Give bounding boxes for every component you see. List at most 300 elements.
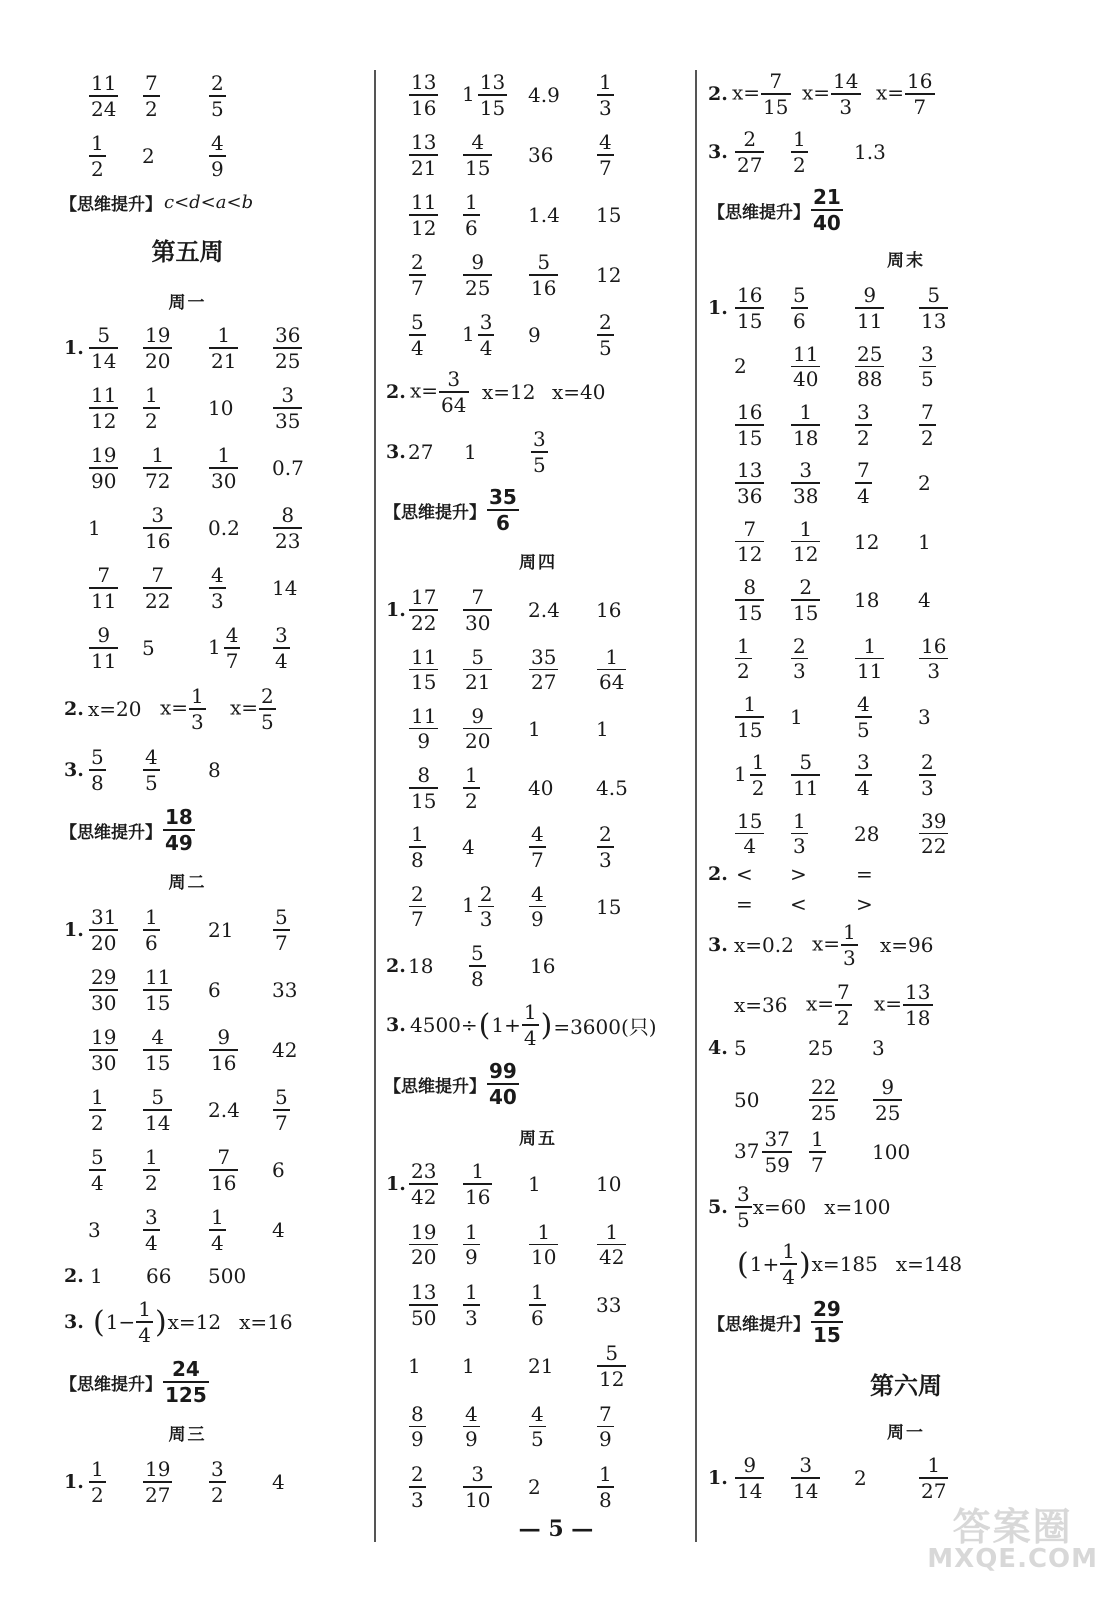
answer-cell <box>88 1020 119 1080</box>
question-number: 3. <box>708 934 728 956</box>
answer-value: 1 $\frac{3}{4}$ <box>462 310 493 360</box>
answer-cell <box>208 498 240 558</box>
answer-cell <box>528 1457 541 1517</box>
answer-cell <box>596 1275 621 1335</box>
answer-value <box>408 132 439 178</box>
answer-value: 1 <box>408 1353 421 1378</box>
answer-cell <box>272 960 297 1020</box>
fraction: $\frac{13}{36}$ <box>737 458 763 508</box>
answer-value <box>272 625 291 671</box>
fraction: $\frac{1}{15}$ <box>737 692 763 742</box>
fraction: $\frac{11}{15}$ <box>145 965 171 1015</box>
answer-value <box>462 192 481 238</box>
fraction: $\frac{1}{30}$ <box>211 443 237 493</box>
answer-cell <box>808 1018 833 1078</box>
answer-cell <box>272 558 297 618</box>
fraction: $\frac{1}{4}$ <box>782 1239 795 1289</box>
answer-value <box>162 1359 210 1405</box>
answer-value <box>462 1464 493 1510</box>
answer-cell <box>734 512 765 572</box>
fraction: $\frac{1}{2}$ <box>737 633 750 684</box>
answer-cell <box>528 305 541 365</box>
answer-value: = <box>856 862 873 886</box>
fraction: $\frac{4}{5}$ <box>857 692 870 742</box>
fraction: $\frac{22}{25}$ <box>811 1075 837 1125</box>
answer-value <box>135 1299 154 1345</box>
answer-cell <box>790 628 809 688</box>
answer-value <box>208 445 239 491</box>
fraction: $\frac{13}{21}$ <box>411 130 437 180</box>
fraction: $\frac{4}{9}$ <box>465 1401 478 1452</box>
answer-cell <box>88 66 119 126</box>
fraction: $\frac{7}{2}$ <box>921 400 934 450</box>
fraction: $\frac{1}{16}$ <box>465 1159 491 1209</box>
answer-cell <box>462 1457 493 1517</box>
answer-cell <box>88 318 119 378</box>
answer-cell <box>462 185 481 245</box>
answer-cell <box>208 378 233 438</box>
fraction: $\frac{3}{5}$ <box>533 427 546 477</box>
watermark: 答案圈 MXQE.COM <box>927 1505 1098 1574</box>
answer-value <box>918 341 937 392</box>
answer-value <box>918 752 937 798</box>
answer-value <box>408 1282 439 1328</box>
fraction: $\frac{4}{7}$ <box>225 623 239 673</box>
answer-value <box>88 325 119 371</box>
answer-cell <box>408 422 433 482</box>
fraction: $\frac{19}{20}$ <box>411 1219 437 1270</box>
answer-cell <box>918 804 949 864</box>
answer-value <box>462 252 493 298</box>
fraction: $\frac{7}{16}$ <box>211 1145 237 1195</box>
answer-value <box>208 565 227 611</box>
answer-cell <box>918 336 937 396</box>
fraction: $\frac{7}{22}$ <box>145 563 171 613</box>
answer-value: 1 $\frac{13}{15}$ <box>462 70 506 120</box>
answer-cell <box>790 336 821 396</box>
answer-cell <box>530 936 555 996</box>
fraction: $\frac{31}{20}$ <box>91 905 117 955</box>
answer-cell <box>88 1140 107 1200</box>
answer-value: > <box>790 862 807 886</box>
fraction: $\frac{1}{4}$ <box>211 1205 224 1255</box>
fraction: $\frac{11}{12}$ <box>411 190 437 240</box>
fraction: $\frac{1}{64}$ <box>599 644 625 695</box>
answer-value <box>88 1027 119 1073</box>
fraction: $\frac{14}{3}$ <box>833 69 859 119</box>
fraction: $\frac{5}{21}$ <box>465 644 491 695</box>
answer-value <box>462 1219 481 1270</box>
answer-cell <box>208 1020 239 1080</box>
fraction: $\frac{19}{90}$ <box>91 443 117 493</box>
answer-cell <box>918 745 937 805</box>
answer-value <box>408 824 427 870</box>
answer-cell <box>208 1452 227 1512</box>
answer-value: 16 <box>530 954 556 978</box>
answer-value <box>779 1241 798 1287</box>
answer-value <box>596 1219 627 1270</box>
fraction: $\frac{18}{49}$ <box>165 805 193 855</box>
answer-value <box>528 824 547 870</box>
fraction: $\frac{4}{15}$ <box>465 130 491 180</box>
answer-value: 18 <box>854 588 880 612</box>
fraction: $\frac{8}{15}$ <box>737 575 763 625</box>
answer-value <box>462 1282 481 1328</box>
answer-cell <box>854 512 879 572</box>
answer-value: 21 <box>528 1353 554 1378</box>
answer-cell <box>528 580 560 640</box>
column-left <box>0 0 375 1540</box>
fraction: $\frac{1}{3}$ <box>191 684 204 734</box>
answer-value: 21 <box>208 918 234 942</box>
day-title: 周五 <box>519 1129 557 1149</box>
answer-value <box>854 402 873 448</box>
fraction: $\frac{4}{9}$ <box>531 881 544 932</box>
answer-value <box>408 72 439 118</box>
answer-cell <box>528 185 560 245</box>
answer-value <box>521 1002 540 1048</box>
fraction: $\frac{11}{15}$ <box>411 644 437 695</box>
fraction: $\frac{2}{7}$ <box>411 881 424 932</box>
answer-value: 1 <box>790 704 803 729</box>
fraction: $\frac{16}{15}$ <box>737 400 763 450</box>
answer-cell <box>790 1448 821 1508</box>
answer-value: x= $\frac{1}{3}$ <box>160 684 204 734</box>
answer-value <box>596 644 627 695</box>
answer-cell <box>528 699 541 759</box>
answer-cell <box>88 378 119 438</box>
fraction: $\frac{5}{12}$ <box>599 1341 625 1391</box>
answer-cell <box>462 245 493 305</box>
equation: 4500÷ ( 1+ $\frac{1}{4}$ ) =3600(只) <box>410 1000 657 1050</box>
answer-cell <box>468 936 487 996</box>
answer-cell <box>88 740 107 800</box>
answer-cell <box>918 628 949 688</box>
answer-value <box>272 1087 291 1133</box>
answer-value: 4 <box>462 835 475 860</box>
think-boost <box>384 1054 520 1114</box>
answer-value <box>808 1129 827 1175</box>
fraction: $\frac{2}{27}$ <box>737 127 763 177</box>
fraction: $\frac{1}{9}$ <box>465 1219 478 1270</box>
answer-value: 1 <box>88 516 101 540</box>
answer-value <box>408 312 427 358</box>
answer-cell <box>596 1336 627 1396</box>
answer-value: 4 <box>272 1470 285 1494</box>
answer-value: x= $\frac{13}{18}$ <box>874 980 931 1030</box>
answer-value <box>790 341 821 392</box>
fraction: $\frac{13}{18}$ <box>905 980 931 1030</box>
answer-value <box>734 694 765 740</box>
fraction: $\frac{4}{9}$ <box>211 131 224 181</box>
answer-cell <box>734 628 753 688</box>
answer-value <box>88 747 107 793</box>
answer-cell <box>408 185 439 245</box>
question-number: 3. <box>64 1311 84 1333</box>
fraction: $\frac{5}{7}$ <box>275 905 288 955</box>
answer-value <box>528 1282 547 1328</box>
answer-value <box>462 703 493 754</box>
fraction: $\frac{1}{6}$ <box>465 190 478 240</box>
answer-cell <box>528 758 553 818</box>
fraction: $\frac{1}{72}$ <box>145 443 171 493</box>
fraction: $\frac{7}{15}$ <box>763 69 789 119</box>
answer-cell <box>208 740 221 800</box>
answer-cell <box>530 422 549 482</box>
fraction: $\frac{4}{15}$ <box>145 1025 171 1075</box>
answer-cell <box>462 1154 493 1214</box>
fraction: $\frac{3}{4}$ <box>145 1205 158 1255</box>
answer-value <box>528 252 559 298</box>
fraction: $\frac{3}{64}$ <box>441 367 467 417</box>
answer-value <box>918 285 949 331</box>
fraction: $\frac{39}{22}$ <box>921 808 947 859</box>
fraction: $\frac{9}{11}$ <box>91 623 117 673</box>
answer-value <box>408 644 439 695</box>
answer-value <box>462 132 493 178</box>
fraction: $\frac{5}{7}$ <box>275 1085 288 1135</box>
answer-value <box>142 505 173 551</box>
answer-cell <box>142 900 161 960</box>
fraction: $\frac{25}{88}$ <box>857 341 883 392</box>
answer-cell <box>528 1396 547 1456</box>
answer-value <box>88 1459 107 1505</box>
fraction: $\frac{9}{11}$ <box>857 283 883 333</box>
answer-cell <box>272 1020 297 1080</box>
answer-value: x=12 <box>482 380 536 404</box>
think-boost <box>60 172 253 232</box>
answer-cell <box>528 639 559 699</box>
fraction: $\frac{11}{40}$ <box>793 341 819 392</box>
answer-value <box>142 907 161 953</box>
answer-value <box>596 1401 615 1452</box>
answer-cell <box>408 758 439 818</box>
answer-cell <box>918 278 949 338</box>
answer-value <box>88 907 119 953</box>
answer-value: 0.7 <box>272 456 304 480</box>
think-label: 【思维提升】 <box>708 1314 810 1335</box>
answer-cell <box>142 378 161 438</box>
fraction: $\frac{9}{14}$ <box>737 1453 763 1503</box>
answer-value <box>88 625 119 671</box>
answer-cell <box>462 305 495 365</box>
answer-value <box>208 325 239 371</box>
column-right <box>700 0 1112 1540</box>
fraction: $\frac{5}{14}$ <box>145 1085 171 1135</box>
fraction: $\frac{3}{2}$ <box>857 400 870 450</box>
answer-value: 4.9 <box>528 83 560 107</box>
answer-value <box>142 565 173 611</box>
answer-cell <box>208 66 227 126</box>
answer-cell <box>734 745 767 805</box>
answer-cell <box>596 758 628 818</box>
fraction: $\frac{29}{15}$ <box>813 1297 841 1347</box>
answer-value <box>734 460 765 506</box>
answer-cell <box>854 1448 867 1508</box>
think-boost <box>60 1352 210 1412</box>
answer-cell <box>734 1448 765 1508</box>
answer-value: 27 <box>408 440 434 464</box>
answer-value: 1 <box>528 1172 541 1196</box>
answer-cell <box>596 1215 627 1275</box>
answer-value: 2.4 <box>208 1098 240 1122</box>
answer-value <box>790 402 821 448</box>
answer-value <box>596 1464 615 1510</box>
answer-value <box>596 824 615 870</box>
fraction: $\frac{2}{7}$ <box>411 250 424 300</box>
answer-cell <box>854 628 885 688</box>
answer-cell <box>596 1457 615 1517</box>
fraction: $\frac{4}{7}$ <box>531 822 544 872</box>
think-boost <box>708 180 844 240</box>
answer-value: 4 <box>272 1218 285 1242</box>
answer-value: 66 <box>146 1264 172 1288</box>
answer-cell <box>732 64 792 124</box>
answer-cell <box>854 570 879 630</box>
answer-value <box>918 633 949 684</box>
think-label: 【思维提升】 <box>60 194 162 215</box>
fraction: $\frac{1}{2}$ <box>91 1457 104 1507</box>
answer-value <box>486 1061 520 1107</box>
answer-value <box>854 285 885 331</box>
answer-value <box>790 460 821 506</box>
fraction: $\frac{3}{2}$ <box>211 1457 224 1507</box>
answer-value <box>810 187 844 233</box>
answer-value <box>208 1147 239 1193</box>
answer-value <box>272 505 303 551</box>
answer-value: 0.2 <box>208 516 240 540</box>
fraction: $\frac{16}{3}$ <box>921 633 947 684</box>
fraction: $\frac{7}{2}$ <box>145 71 158 121</box>
fraction: $\frac{8}{9}$ <box>411 1401 424 1452</box>
answer-value: 2 <box>142 144 155 168</box>
answer-value <box>808 1077 839 1123</box>
answer-value: 33 <box>596 1293 622 1318</box>
question-number: 2. <box>708 863 728 885</box>
answer-value: 4.5 <box>596 775 628 800</box>
fraction: $\frac{23}{42}$ <box>411 1159 437 1209</box>
answer-value <box>854 694 873 740</box>
answer-value <box>734 633 753 684</box>
day-title: 周二 <box>168 873 207 893</box>
answer-cell <box>142 66 161 126</box>
answer-value: 1 <box>528 716 541 741</box>
answer-cell <box>88 438 119 498</box>
answer-value: x= $\frac{2}{5}$ <box>230 684 274 734</box>
question-number: 2. <box>386 955 406 977</box>
fraction: $\frac{99}{40}$ <box>489 1059 517 1109</box>
question-number: 1. <box>64 337 84 359</box>
answer-cell <box>208 318 239 378</box>
fraction: $\frac{19}{27}$ <box>145 1457 171 1507</box>
answer-cell <box>734 453 765 513</box>
answer-value: x=20 <box>88 697 142 721</box>
answer-cell <box>596 1154 621 1214</box>
answer-cell <box>802 64 862 124</box>
answer-value <box>88 1087 107 1133</box>
answer-cell <box>790 395 821 455</box>
question-number: 2. <box>708 83 728 105</box>
answer-value: x=96 <box>880 933 934 957</box>
answer-value <box>918 402 937 448</box>
fraction: $\frac{1}{2}$ <box>465 763 478 813</box>
answer-value: < <box>736 862 753 886</box>
question-number: 2. <box>386 381 406 403</box>
answer-cell <box>142 1080 173 1140</box>
answer-value: 1 <box>596 716 609 741</box>
answer-value: 8 <box>208 758 221 782</box>
fraction: $\frac{35}{6}$ <box>489 485 517 535</box>
fraction: $\frac{1}{11}$ <box>857 633 883 684</box>
fraction: $\frac{7}{12}$ <box>737 516 763 567</box>
fraction: $\frac{2}{3}$ <box>921 750 934 800</box>
answer-cell <box>596 65 615 125</box>
fraction: $\frac{9}{20}$ <box>465 703 491 754</box>
answer-value <box>408 1464 427 1510</box>
answer-cell <box>854 745 873 805</box>
answer-value: 6 <box>208 978 221 1002</box>
fraction: $\frac{5}{8}$ <box>91 745 104 795</box>
answer-value <box>142 1459 173 1505</box>
answer-cell <box>408 699 439 759</box>
fraction: $\frac{1}{12}$ <box>793 516 819 567</box>
answer-value: 10 <box>208 396 234 420</box>
fraction: $\frac{1}{7}$ <box>811 1127 824 1177</box>
answer-cell <box>808 1070 839 1130</box>
fraction: $\frac{24}{125}$ <box>165 1357 207 1407</box>
answer-cell <box>408 125 439 185</box>
fraction: $\frac{1}{2}$ <box>751 750 765 800</box>
answer-value: > <box>856 892 873 916</box>
answer-value <box>272 907 291 953</box>
answer-cell <box>142 558 173 618</box>
answer-cell <box>734 395 765 455</box>
answer-cell <box>528 1275 547 1335</box>
answer-cell <box>208 618 241 678</box>
answer-cell <box>528 65 560 125</box>
question-number: 1. <box>64 1471 84 1493</box>
fraction: $\frac{11}{24}$ <box>91 71 117 121</box>
answer-value <box>408 1161 439 1207</box>
answer-value: 2 <box>918 471 931 496</box>
fraction: $\frac{13}{15}$ <box>479 70 506 120</box>
answer-cell <box>872 1122 910 1182</box>
answer-cell <box>208 1080 240 1140</box>
answer-cell <box>528 245 559 305</box>
answer-cell <box>272 1452 285 1512</box>
answer-cell <box>854 453 873 513</box>
answer-value <box>408 252 427 298</box>
question-number: 2. <box>64 698 84 720</box>
fraction: $\frac{1}{2}$ <box>91 1085 104 1135</box>
fraction: $\frac{1}{2}$ <box>145 1145 158 1195</box>
answer-value: 500 <box>208 1264 247 1288</box>
answer-value: x= $\frac{7}{15}$ <box>732 69 789 119</box>
fraction: $\frac{5}{11}$ <box>793 750 819 800</box>
answer-cell <box>872 1070 903 1130</box>
answer-cell <box>88 679 142 739</box>
fraction: $\frac{11}{12}$ <box>91 383 117 433</box>
answer-value <box>142 325 173 371</box>
answer-cell <box>876 64 936 124</box>
answer-value: 2 <box>854 1466 867 1490</box>
fraction: $\frac{9}{25}$ <box>465 250 491 300</box>
fraction: $\frac{3}{4}$ <box>479 310 493 360</box>
answer-cell <box>734 1122 793 1182</box>
question-number: 3. <box>708 141 728 163</box>
answer-value <box>462 587 493 633</box>
answer-cell <box>88 618 119 678</box>
